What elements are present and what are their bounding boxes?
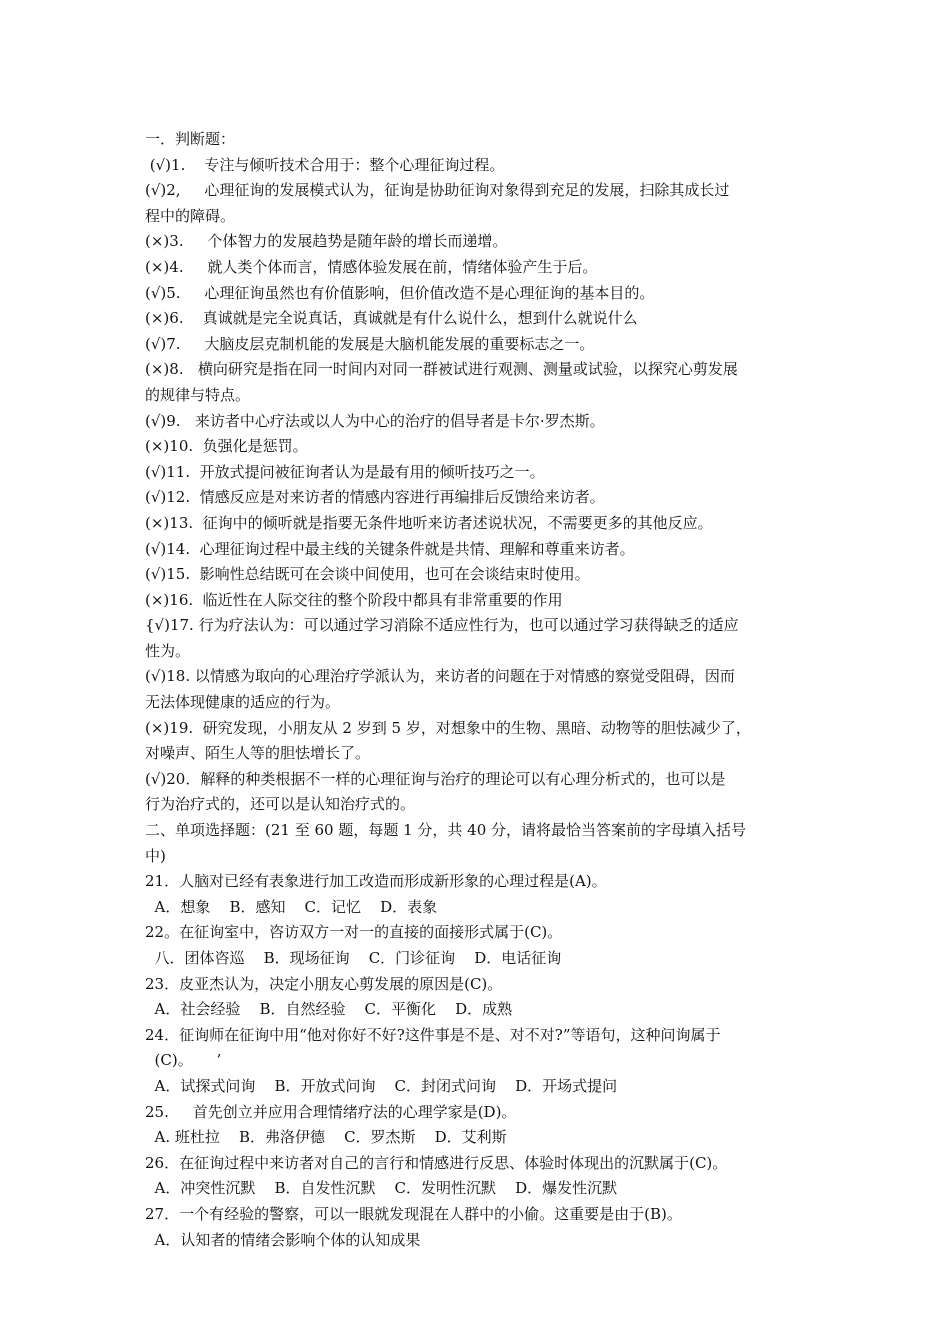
question-line: {√)17. 行为疗法认为：可以通过学习消除不适应性行为，也可以通过学习获得缺乏的适应 bbox=[145, 616, 739, 635]
question-line: 无法体现健康的适应的行为。 bbox=[145, 693, 341, 712]
question-line: (√)9. 来访者中心疗法或以人为中心的治疗的倡导者是卡尔·罗杰斯。 bbox=[145, 411, 605, 430]
question-line: (×)10. 负强化是惩罚。 bbox=[145, 437, 308, 456]
question-line: (×)8. 横向研究是指在同一时间内对同一群被试进行观测、测量或试验，以探究心剪发展 bbox=[145, 360, 738, 379]
answer-options: 八．团体咨巡 B．现场征询 C．门诊征询 D．电话征询 bbox=[145, 949, 562, 967]
question-line: 26．在征询过程中来访者对自己的言行和情感进行反思、体验时体现出的沉默属于(C)。 bbox=[145, 1153, 728, 1172]
answer-options: A．冲突性沉默 B．自发性沉默 C．发明性沉默 D．爆发性沉默 bbox=[145, 1179, 618, 1198]
question-line: (√)14. 心理征询过程中最主线的关键条件就是共情、理解和尊重来访者。 bbox=[145, 539, 635, 558]
answer-options: A. 班杜拉 B．弗洛伊德 C．罗杰斯 D．艾利斯 bbox=[145, 1128, 507, 1147]
question-line: 22。在征询室中，咨访双方一对一的直接的面接形式属于(C)。 bbox=[145, 923, 563, 942]
question-line: (√)5. 心理征询虽然也有价值影响，但价值改造不是心理征询的基本目的。 bbox=[145, 283, 655, 302]
question-line: 的规律与特点。 bbox=[145, 385, 251, 404]
question-line: (×)3. 个体智力的发展趋势是随年龄的增长而递增。 bbox=[145, 232, 508, 251]
question-line: 21．人脑对已经有表象进行加工改造而形成新形象的心理过程是(A)。 bbox=[145, 872, 607, 891]
question-line: (C)。 ’ bbox=[145, 1051, 222, 1070]
question-line: 程中的障碍。 bbox=[145, 206, 236, 225]
section-heading-single-choice: 二、单项选择题：(21 至 60 题，每题 1 分，共 40 分，请将最恰当答案前的字母填入括号 bbox=[145, 821, 747, 840]
question-line: (√)1. 专注与倾听技术合用于：整个心理征询过程。 bbox=[145, 155, 505, 174]
question-line: (×)6. 真诚就是完全说真话，真诚就是有什么说什么，想到什么就说什么 bbox=[145, 309, 638, 328]
question-line: (√)18. 以情感为取向的心理治疗学派认为，来访者的问题在于对情感的察觉受阻碍，因而 bbox=[145, 667, 735, 686]
section-heading-single-choice: 中) bbox=[145, 846, 166, 865]
answer-options: A．认知者的情绪会影响个体的认知成果 bbox=[145, 1230, 421, 1249]
document-body bbox=[145, 127, 813, 1253]
question-line: (√)7. 大脑皮层克制机能的发展是大脑机能发展的重要标志之一。 bbox=[145, 334, 595, 353]
question-line: (√)20．解释的种类根据不一样的心理征询与治疗的理论可以有心理分析式的，也可以是 bbox=[145, 769, 726, 788]
question-line: 23．皮亚杰认为，决定小朋友心剪发展的原因是(C)。 bbox=[145, 974, 503, 993]
answer-options: A．想象 B．感知 C．记忆 D．表象 bbox=[145, 897, 438, 916]
question-line: (√)12. 情感反应是对来访者的情感内容进行再编排后反馈给来访者。 bbox=[145, 488, 605, 507]
question-line: (×)19. 研究发现，小朋友从 2 岁到 5 岁，对想象中的生物、黑暗、动物等的胆怯减少了， bbox=[145, 718, 751, 737]
question-line: (×)16. 临近性在人际交往的整个阶段中都具有非常重要的作用 bbox=[145, 590, 563, 609]
question-line: (×)13. 征询中的倾听就是指要无条件地听来访者述说状况，不需要更多的其他反应。 bbox=[145, 513, 713, 532]
section-heading-true-false: 一．判断题： bbox=[145, 130, 236, 148]
question-line: (√)11. 开放式提问被征询者认为是最有用的倾听技巧之一。 bbox=[145, 462, 545, 481]
question-line: 27．一个有经验的警察，可以一眼就发现混在人群中的小偷。这重要是由于(B)。 bbox=[145, 1204, 682, 1223]
question-line: 行为治疗式的，还可以是认知治疗式的。 bbox=[145, 795, 416, 814]
answer-options: A．社会经验 B．自然经验 C．平衡化 D．成熟 bbox=[145, 1000, 513, 1019]
question-line: 24．征询师在征询中用“他对你好不好?这件事是不是、对不对?”等语句，这种问询属于 bbox=[145, 1025, 721, 1044]
question-line: 25. 首先创立并应用合理情绪疗法的心理学家是(D)。 bbox=[145, 1102, 517, 1121]
question-line: (√)2, 心理征询的发展模式认为，征询是协助征询对象得到充足的发展，扫除其成长过 bbox=[145, 181, 730, 200]
answer-options: A．试探式问询 B．开放式问询 C．封闭式问询 D．开场式提问 bbox=[145, 1076, 618, 1095]
question-line: 性为。 bbox=[145, 641, 191, 660]
question-line: (√)15. 影响性总结既可在会谈中间使用，也可在会谈结束时使用。 bbox=[145, 565, 590, 584]
question-line: 对噪声、陌生人等的胆怯增长了。 bbox=[145, 744, 371, 763]
question-line: (×)4. 就人类个体而言，情感体验发展在前，情绪体验产生于后。 bbox=[145, 257, 598, 276]
